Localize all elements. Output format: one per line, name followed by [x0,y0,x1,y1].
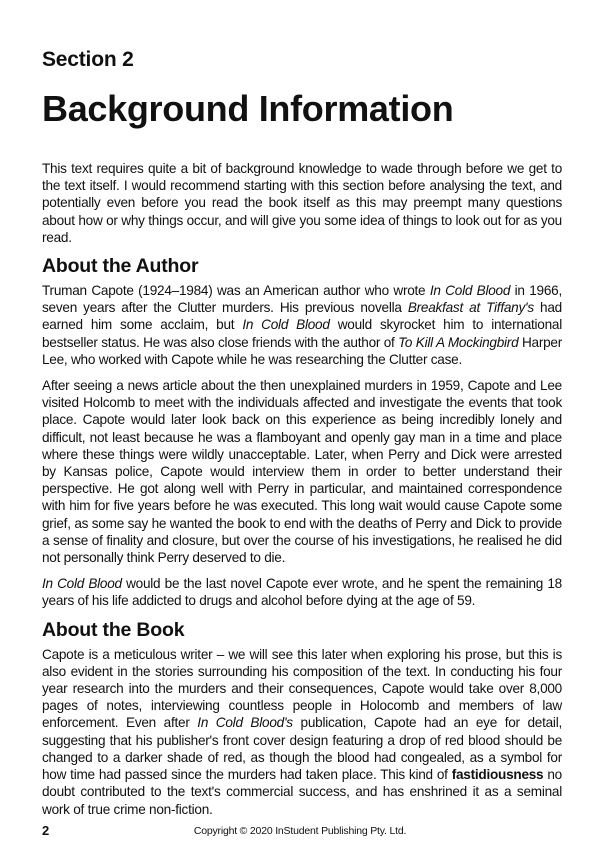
text-run: Truman Capote (1924–1984) was an American author who wrote [42,283,430,299]
author-paragraph-2: After seeing a news article about the then unexplained murders in 1959, Capote and Lee visited Holcomb to meet with the individuals affected and investigate the events that took place. Capote would later look back on this experience as being incredibly lonely and difficult, not least because he was a flamboyant and openly gay man in a time and place where these things were wildly unacceptable. Later, when Perry and Dick were arrested by Kansas police, Capote would interview them in order to better understand their perspective. He got along well with Perry in particular, and maintained correspondence with him for five years before he was executed. This long wait would cause Capote some grief, as some say he wanted the book to end with the deaths of Perry and Dick to provide a sense of finality and closure, but over the course of his investigations, he realised he did not personally think Perry deserved to die. [42,378,562,566]
about-author-heading: About the Author [42,255,199,278]
book-title-italic: In Cold Blood [429,283,511,299]
vocabulary-bold-term: fastidiousness [451,767,544,783]
author-paragraph-3 [42,575,562,609]
text-run: Capote is a meticulous writer – we will see this later when exploring his prose, but this is also evident in the stories surrounding his composition of the text. In conducting his four year research into the murders and their consequences, Capote would take over 8,000 pages of notes, interviewing countless people in Holocomb and members of law enforcement. Even after [42,646,562,731]
text-run: in 1966, seven years after the Clutter murders. His previous novella [42,283,562,316]
page-content [42,160,562,827]
book-title-italic: In Cold Blood's [197,715,293,731]
text-run: had earned him some acclaim, but [42,300,562,333]
section-label: Section 2 [42,48,134,71]
text-run: publication, Capote had an eye for detail, suggesting that his publisher's front cover design featuring a drop of red blood should be changed to a darker shade of red, as though the blood had congealed, as a symbol for how time had passed since the murders had taken place. This kind of [42,715,562,783]
book-title-italic: To Kill A Mockingbird [398,334,519,350]
page-number: 2 [42,823,50,838]
book-title-italic: Breakfast at Tiffany's [407,300,534,316]
text-run: Harper Lee, who worked with Capote while he was researching the Clutter case. [42,334,563,367]
copyright-notice: Copyright © 2020 InStudent Publishing Pty. Ltd. [193,825,407,837]
text-run: would be the last novel Capote ever wrote, and he spent the remaining 18 years of his life addicted to drugs and alcohol before dying at the age of 59. [42,576,562,609]
book-title-italic: In Cold Blood [42,576,122,592]
text-run: would skyrocket him to international bestseller status. He was also close friends with the author of [42,317,563,350]
author-paragraph-1 [42,282,562,368]
text-run: no doubt contributed to the text's commercial success, and has enshrined it as a seminal work of true crime non-fiction. [42,767,562,817]
intro-paragraph: This text requires quite a bit of background knowledge to wade through before we get to the text itself. I would recommend starting with this section before analysing the text, and potentially even before you read the book itself as this may preempt many questions about how or why things occur, and will give you some idea of things to look out for as you read. [42,161,562,245]
book-paragraph-1 [42,646,562,818]
book-title-italic: In Cold Blood [242,317,330,333]
about-book-heading: About the Book [42,618,185,641]
page-title: Background Information [42,88,454,129]
